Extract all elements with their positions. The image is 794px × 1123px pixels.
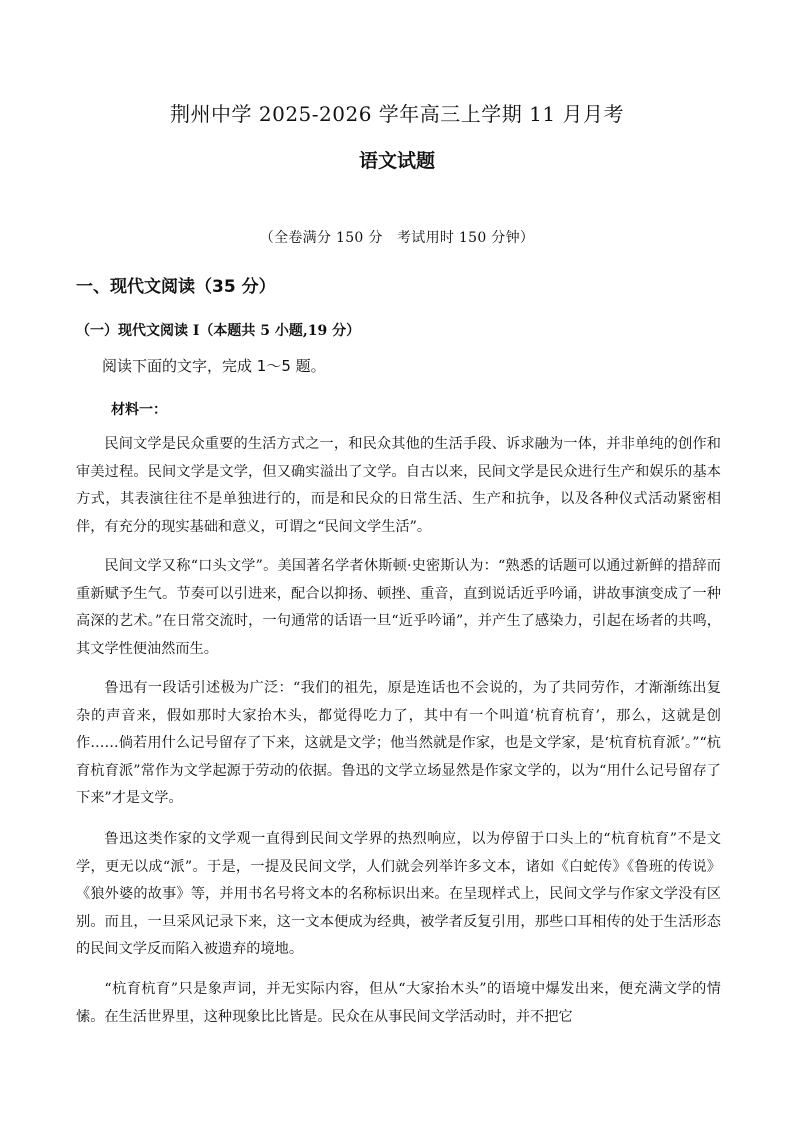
paragraph: 鲁迅这类作家的文学观一直得到民间文学界的热烈响应，以为停留于口头上的“杭育杭育”不是文学，更无以成“派”。于是，一提及民间文学，人们就会列举许多文本，诸如《白蛇传》《鲁班的传说》《狼外婆的故事》等，并用书名号将文本的名称标识出来。在呈现样式上，民间文学与作家文学没有区别。而且，一旦采风记录下来，这一文本便成为经典，被学者反复引用，那些口耳相传的处于生活形态的民间文学反而陷入被遗弃的境地。 — [76, 831, 721, 958]
paragraph: 鲁迅有一段话引述极为广泛：“我们的祖先，原是连话也不会说的，为了共同劳作，才渐渐练出复杂的声音来，假如那时大家抬木头，都觉得吃力了，其中有一个叫道‘杭育杭育’，那么，这就是创作……倘若用什么记号留存了下来，这就是文学；他当然就是作家，也是文学家，是‘杭育杭育派’。”“杭育杭育派”常作为文学起源于劳动的依据。鲁迅的文学立场显然是作家文学的，以为“用什么记号留存了下来”才是文学。 — [76, 680, 721, 807]
document-subtitle: 语文试题 — [358, 150, 435, 172]
exam-note: （全卷满分 150 分 考试用时 150 分钟） — [259, 230, 535, 246]
paragraph: 民间文学是民众重要的生活方式之一，和民众其他的生活手段、诉求融为一体，并非单纯的创作和审美过程。民间文学是文学，但又确实溢出了文学。自古以来，民间文学是民众进行生产和娱乐的基本方式，其表演往往不是单独进行的，而是和民众的日常生活、生产和抗争，以及各种仪式活动紧密相伴，有充分的现实基础和意义，可谓之“民间文学生活”。 — [76, 436, 721, 535]
subsection-heading: （一）现代文阅读 I（本题共 5 小题,19 分） — [76, 323, 361, 339]
section-heading: 一、现代文阅读（35 分） — [76, 277, 276, 297]
paragraph: 民间文学又称“口头文学”。美国著名学者休斯顿·史密斯认为：“熟悉的话题可以通过新鲜的措辞而重新赋予生气。节奏可以引进来，配合以抑扬、顿挫、重音，直到说话近乎吟诵，讲故事演变成了一种高深的艺术。”在日常交流时，一句通常的话语一旦“近乎吟诵”，并产生了感染力，引起在场者的共鸣，其文学性便油然而生。 — [76, 558, 721, 657]
reading-instruction: 阅读下面的文字，完成 1～5 题。 — [102, 357, 326, 375]
paragraph: “杭育杭育”只是象声词，并无实际内容，但从“大家抬木头”的语境中爆发出来，便充满文学的情愫。在生活世界里，这种现象比比皆是。民众在从事民间文学活动时，并不把它 — [76, 981, 721, 1025]
material-label: 材料一： — [111, 402, 167, 418]
document-title: 荆州中学 2025-2026 学年高三上学期 11 月月考 — [170, 102, 624, 126]
